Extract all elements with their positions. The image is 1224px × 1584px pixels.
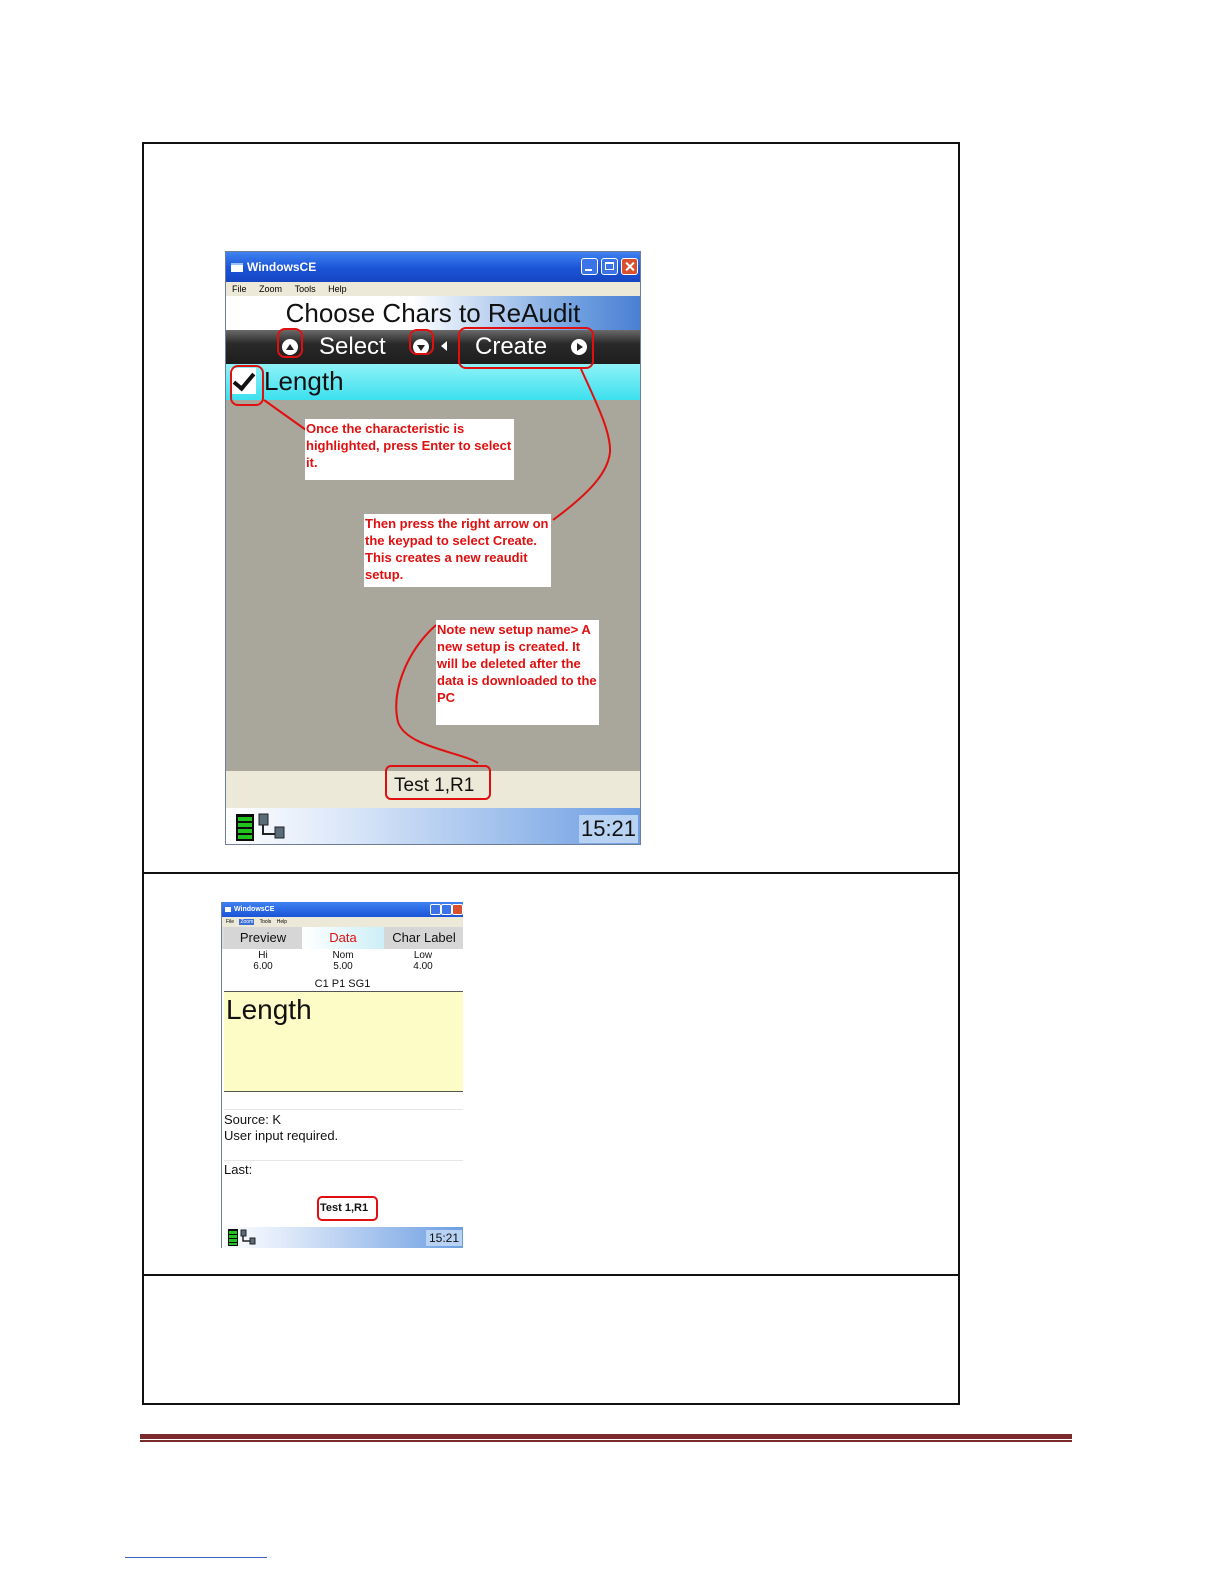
- limit-hi: [238, 950, 288, 972]
- characteristic-id: C1 P1 SG1: [314, 978, 371, 990]
- screen-title: Choose Chars to ReAudit: [285, 298, 581, 328]
- network-icon: [257, 812, 287, 842]
- menu-zoom[interactable]: Zoom: [259, 284, 283, 294]
- setup-name: Test 1,R1: [394, 775, 475, 796]
- create-button[interactable]: Create: [475, 333, 548, 360]
- note-new-setup-name: Note new setup name> A new setup is created. It will be deleted after the data is downloaded to the PC: [436, 620, 599, 725]
- clock: 15:21: [426, 1230, 462, 1246]
- taskbar: [226, 808, 640, 845]
- menu-help[interactable]: Help: [276, 919, 287, 925]
- limit-hi-value: 6.00: [253, 961, 273, 972]
- menu-zoom[interactable]: Zoom: [240, 919, 254, 925]
- taskbar: [222, 1227, 463, 1248]
- window-title: WindowsCE: [247, 260, 317, 274]
- highlight-setup-name: [385, 765, 491, 800]
- note-select-characteristic: Once the characteristic is highlighted, press Enter to select it.: [305, 419, 514, 480]
- footnote-separator: [125, 1557, 267, 1558]
- menu-tools[interactable]: Tools: [259, 919, 272, 925]
- select-label[interactable]: Select: [319, 333, 386, 360]
- close-button[interactable]: [452, 904, 463, 915]
- screenshot-data-entry: [221, 902, 463, 1248]
- limit-nom: [318, 950, 368, 972]
- setup-name: Test 1,R1: [320, 1202, 369, 1214]
- divider: [224, 1160, 463, 1161]
- network-icon: [240, 1229, 256, 1246]
- limit-nom-label: Nom: [332, 950, 354, 961]
- last-reading: Last:: [224, 1162, 253, 1177]
- screenshot-choose-chars: [225, 251, 641, 845]
- footer-rule: [140, 1434, 1072, 1439]
- tab-data[interactable]: Data: [302, 927, 384, 949]
- footer-rule: [140, 1440, 1072, 1442]
- source-text: Source: K: [224, 1112, 282, 1127]
- note-create-setup: Then press the right arrow on the keypad to select Create. This creates a new reaudit setup.: [364, 514, 551, 587]
- limit-low-value: 4.00: [413, 961, 433, 972]
- menu-file[interactable]: File: [232, 284, 247, 294]
- highlight-setup-name: [317, 1196, 378, 1221]
- menu-tools[interactable]: Tools: [294, 284, 316, 294]
- battery-icon: [228, 1229, 238, 1246]
- battery-icon: [236, 814, 254, 841]
- tab-bar: [222, 927, 463, 949]
- characteristic-display: [224, 991, 463, 1092]
- menu-help[interactable]: Help: [328, 284, 347, 294]
- limit-nom-value: 5.00: [333, 961, 353, 972]
- window-title: WindowsCE: [234, 906, 275, 913]
- divider: [224, 1109, 463, 1110]
- table-row-divider: [142, 1274, 960, 1276]
- characteristic-name: Length: [226, 994, 312, 1025]
- menubar: [222, 917, 463, 927]
- tab-char-label[interactable]: Char Label: [384, 927, 463, 949]
- menu-file[interactable]: File: [226, 919, 235, 925]
- characteristic-name: Length: [264, 366, 344, 396]
- limit-low: [398, 950, 448, 972]
- clock: 15:21: [580, 816, 637, 841]
- tab-preview[interactable]: Preview: [224, 927, 302, 949]
- limit-hi-label: Hi: [258, 950, 268, 961]
- maximize-button[interactable]: [441, 904, 452, 915]
- prompt-text: User input required.: [224, 1128, 339, 1143]
- window-titlebar: [222, 902, 463, 917]
- minimize-button[interactable]: [430, 904, 441, 915]
- limit-low-label: Low: [413, 950, 433, 961]
- table-row-divider: [142, 872, 960, 874]
